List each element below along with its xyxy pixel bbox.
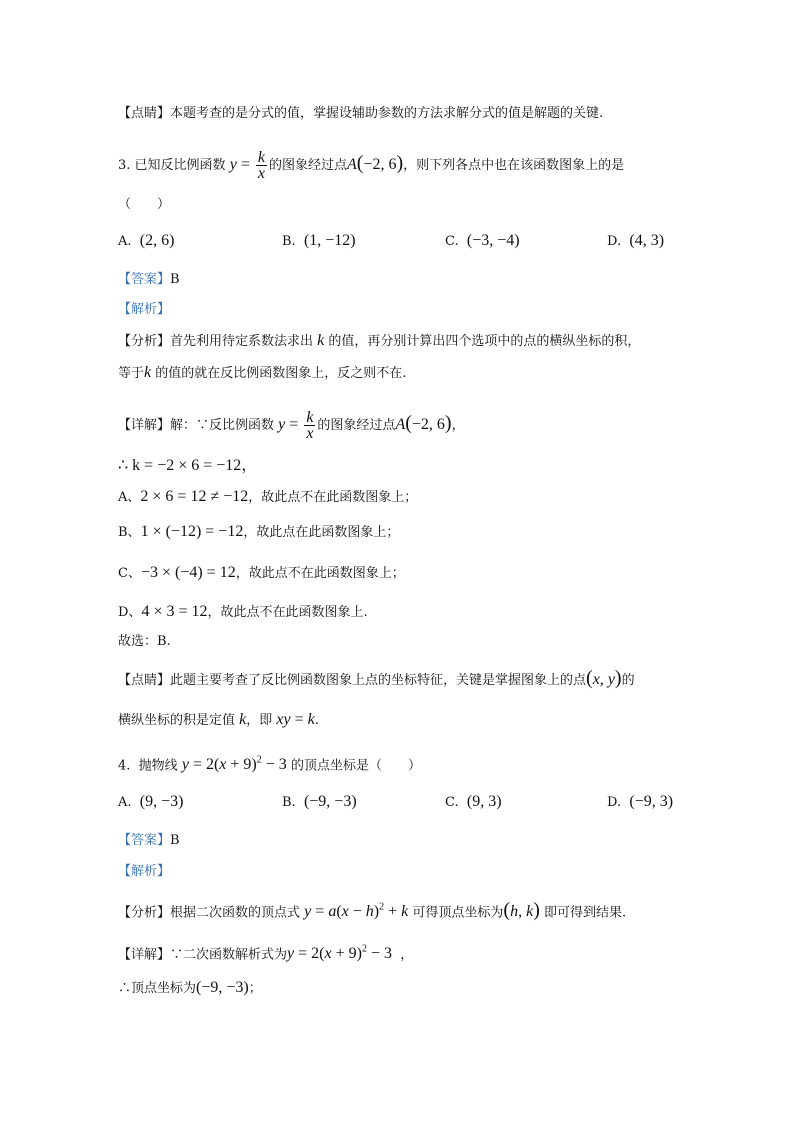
q3-detail-line <box>118 410 465 441</box>
option-letter: A. <box>118 234 132 249</box>
fenxi-text: 可得顶点坐标为 <box>412 905 504 921</box>
option-letter: C. <box>445 795 459 810</box>
q4-option-b <box>282 792 357 813</box>
check-prefix: B、 <box>118 525 141 540</box>
option-letter: D. <box>607 234 622 249</box>
remark-text: 横纵坐标的积是定值 <box>118 713 236 728</box>
q3-option-b <box>282 231 356 252</box>
answer-tag: 【答案】 <box>118 272 171 287</box>
q3-k-value: ∴ k = −2 × 6 = −12， <box>118 457 258 474</box>
fenxi-text: 即可得到结果. <box>544 905 627 921</box>
q4-parabola-formula-detail: $y = 2(x + 9)^2 - 3$ <box>287 944 392 963</box>
q4-answer <box>118 831 180 851</box>
fenxi-text: 根据二次函数的顶点式 <box>170 905 301 921</box>
q3-remark-line1 <box>118 668 635 691</box>
k-symbol: k <box>239 711 247 728</box>
q3-check-c <box>118 563 405 584</box>
q3-remark-line2 <box>118 710 319 731</box>
detail-tag: 【详解】 <box>118 418 171 434</box>
remark-text: 本题考查的是分式的值，掌握设辅助参数的方法求解分式的值是解题的关键. <box>170 106 604 121</box>
option-value: (9, −3) <box>139 793 184 810</box>
q3-point-a: A(−2, 6) <box>346 152 404 175</box>
remark-tag: 【点睛】 <box>118 673 171 688</box>
q3-check-a <box>118 487 417 508</box>
q4-parabola-formula: $y = 2(x + 9)^2 - 3$ <box>181 755 287 774</box>
q4-fenxi-line <box>118 898 626 923</box>
q4-detail-line <box>118 940 413 965</box>
q4-vertex-line <box>118 978 262 999</box>
fenxi-text: 首先利用待定系数法求出 <box>170 334 314 349</box>
remark-text: . <box>314 713 319 728</box>
q4-stem-text: 的顶点坐标是（ ） <box>290 758 421 774</box>
q3-option-c <box>445 231 520 252</box>
q3-fenxi-line1 <box>118 331 640 352</box>
q3-function-formula-detail: y = $\frac{k}{x}$ <box>278 409 314 442</box>
fenxi-text: 的值，再分别计算出四个选项中的点的横纵坐标的积， <box>328 334 641 349</box>
q3-check-b <box>118 522 399 543</box>
check-expr: 4 × 3 = 12 <box>141 603 208 620</box>
q3-stem <box>118 150 624 181</box>
q4-option-c <box>445 792 502 813</box>
k-symbol: k <box>144 364 152 381</box>
q3-fenxi-line2 <box>118 363 406 384</box>
option-value: (2, 6) <box>139 232 175 249</box>
xy-point: (x, y) <box>586 667 622 689</box>
check-prefix: C、 <box>118 566 141 581</box>
q3-stem-text-a: 已知反比例函数 <box>134 158 226 174</box>
remark-tag: 【点睛】 <box>118 106 171 121</box>
q4-analysis-tag: 【解析】 <box>118 864 171 879</box>
remark-text: ，即 <box>246 713 273 728</box>
k-symbol: k <box>317 332 325 349</box>
option-letter: A. <box>118 795 132 810</box>
vertex-form-formula: $y = a(x - h)^2 + k$ <box>304 902 409 921</box>
q3-paren: （ ） <box>118 197 171 212</box>
check-tail: ，故此点不在此函数图象上. <box>207 605 368 620</box>
q4-option-d <box>607 792 673 813</box>
q3-answer <box>118 270 180 290</box>
option-value: (4, 3) <box>629 232 665 249</box>
check-tail: ，故此点不在此函数图象上； <box>248 490 418 505</box>
check-expr: 1 × (−12) = −12 <box>140 523 244 540</box>
hk-point: (h, k) <box>503 899 540 922</box>
vertex-text: ∴顶点坐标为 <box>118 981 197 996</box>
option-value: (−9, 3) <box>629 793 674 810</box>
check-prefix: A、 <box>118 490 141 505</box>
detail-text: ∵二次函数解析式为 <box>170 947 288 963</box>
q3-point-a-detail: A(−2, 6) <box>395 412 452 435</box>
check-expr: 2 × 6 = 12 ≠ −12 <box>140 488 249 505</box>
q3-choose: 故选：B. <box>118 634 171 649</box>
q4-stem-text: 抛物线 <box>138 758 178 774</box>
q4-number: 4. <box>118 758 131 774</box>
q3-function-formula: y = $\frac{k}{x}$ <box>229 149 265 182</box>
fenxi-text: 等于 <box>118 366 145 381</box>
detail-text: 的图象经过点 <box>317 418 396 434</box>
q3-option-a <box>118 231 174 252</box>
q3-check-d <box>118 602 368 623</box>
option-value: (−3, −4) <box>466 232 520 249</box>
check-prefix: D、 <box>118 605 142 620</box>
q4-option-a <box>118 792 183 813</box>
remark-line <box>118 104 603 124</box>
option-value: (−9, −3) <box>303 793 357 810</box>
option-value: (1, −12) <box>303 232 356 249</box>
option-value: (9, 3) <box>466 793 502 810</box>
check-expr: −3 × (−4) = 12 <box>140 564 236 581</box>
remark-text: 此题主要考查了反比例函数图象上点的坐标特征，关键是掌握图象上的点 <box>170 673 587 688</box>
q4-stem <box>118 751 421 776</box>
detail-tag: 【详解】 <box>118 947 171 963</box>
q3-stem-text-c: ，则下列各点中也在该函数图象上的是 <box>403 158 625 174</box>
detail-text: 解：∵反比例函数 <box>170 418 275 434</box>
vertex-text: ； <box>248 981 262 996</box>
fenxi-text: 的值的就在反比例函数图象上，反之则不在. <box>155 366 407 381</box>
option-letter: B. <box>282 234 296 249</box>
option-letter: D. <box>607 795 622 810</box>
remark-text: 的 <box>621 673 635 688</box>
fenxi-tag: 【分析】 <box>118 334 171 349</box>
xy-equals-k: xy = k <box>276 711 315 728</box>
option-letter: C. <box>445 234 459 249</box>
option-letter: B. <box>282 795 296 810</box>
check-tail: ，故此点在此函数图象上； <box>243 525 400 540</box>
answer-value: B <box>170 272 180 287</box>
answer-value: B <box>170 833 180 848</box>
answer-tag: 【答案】 <box>118 833 171 848</box>
detail-text: ， <box>451 418 465 434</box>
q3-number: 3. <box>118 158 131 174</box>
q3-option-d <box>607 231 664 252</box>
check-tail: ，故此点不在此函数图象上； <box>235 566 405 581</box>
vertex-value: (−9, −3) <box>196 979 249 996</box>
fenxi-tag: 【分析】 <box>118 905 171 921</box>
q3-stem-text-b: 的图象经过点 <box>268 158 347 174</box>
q3-analysis-tag: 【解析】 <box>118 302 171 317</box>
detail-text: ， <box>400 947 414 963</box>
